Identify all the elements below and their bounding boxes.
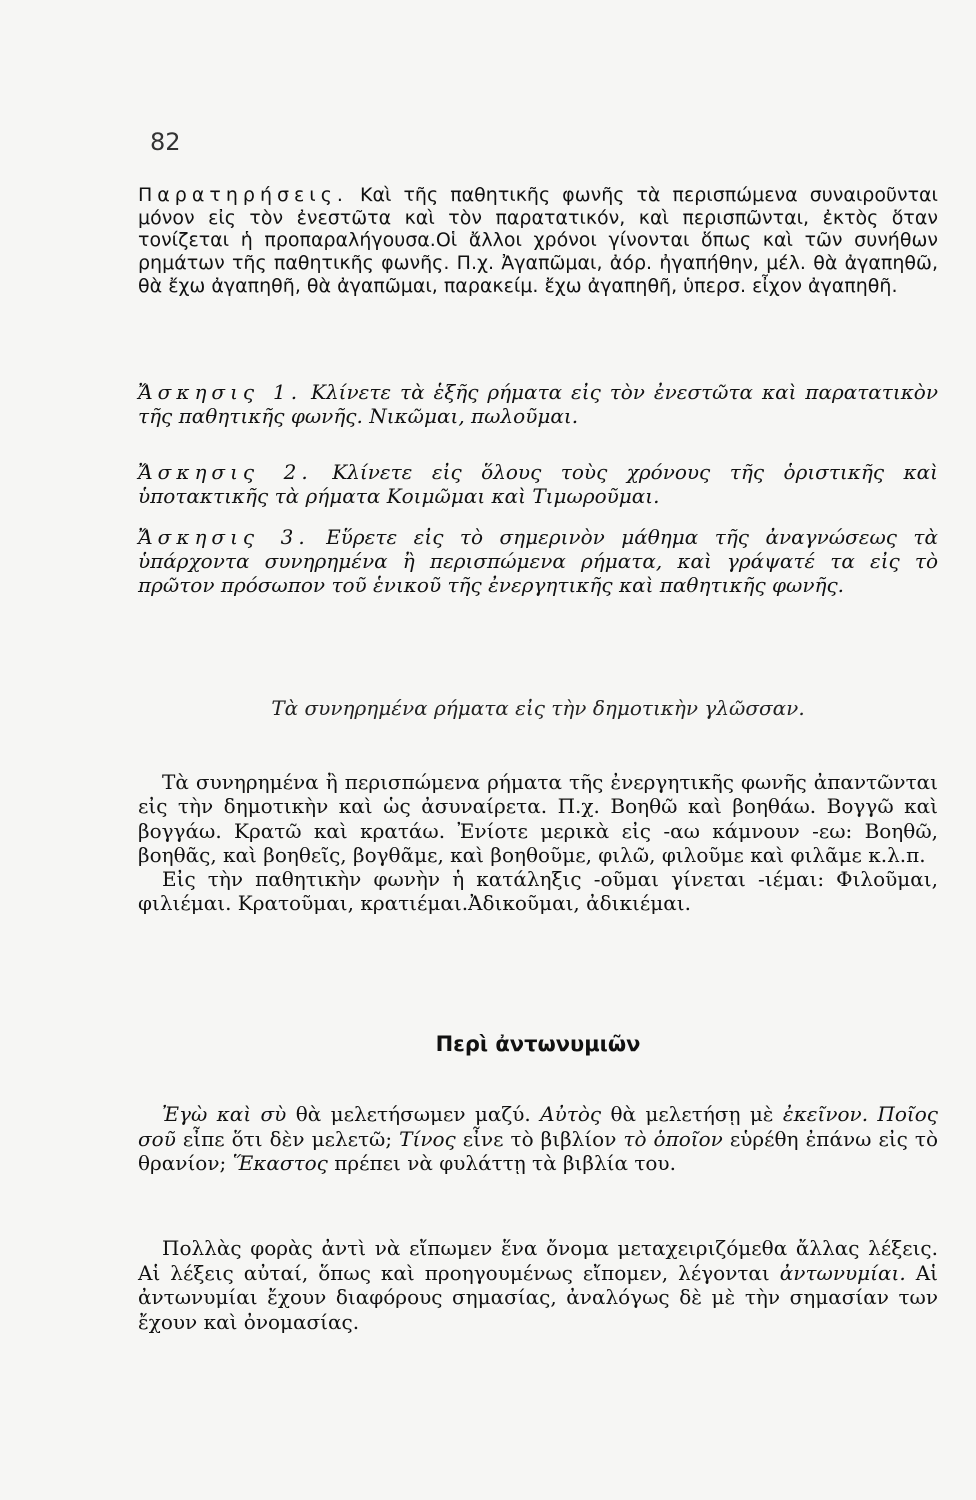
italic-phrase: Τίνος	[399, 1126, 456, 1151]
italic-phrase: Ἐγὼ καὶ σὺ	[162, 1102, 287, 1126]
exercise-2	[138, 460, 938, 508]
text-run: Πολλὰς φορὰς ἀντὶ νὰ εἴπωμεν ἕνα ὄνομα μεταχειριζόμεθα ἄλλας λέξεις. Αἱ λέξεις αὐταί, ὅπως καὶ προηγουμένως εἴπομεν, λέγονται	[138, 1236, 938, 1285]
exercise-2-text: Κλίνετε εἰς ὅλους τοὺς χρόνους τῆς ὁριστικῆς καὶ ὑποτακτικῆς τὰ ρήματα Κοιμῶμαι καὶ Τιμωροῦμαι.	[138, 460, 938, 508]
pronouns-paragraph-2	[138, 1236, 938, 1334]
exercise-1	[138, 380, 938, 428]
text-run: θὰ μελετήσωμεν μαζύ.	[286, 1102, 541, 1126]
exercise-1-text: Κλίνετε τὰ ἑξῆς ρήματα εἰς τὸν ἐνεστῶτα καὶ παρατατικὸν τῆς παθητικῆς φωνῆς. Νικῶμαι, πωλοῦμαι.	[138, 380, 939, 428]
italic-phrase: τὸ ὁποῖον	[623, 1126, 723, 1151]
exercise-3-text: Εὕρετε εἰς τὸ σημερινὸν μάθημα τῆς ἀναγνώσεως τὰ ὑπάρχοντα συνηρημένα ἢ περισπώμενα ρήματα, καὶ γράψατέ τα εἰς τὸ πρῶτον πρόσωπον τοῦ ἑνικοῦ τῆς ἐνεργητικῆς καὶ παθητικῆς φωνῆς.	[138, 525, 938, 597]
text-run: εἶπε ὅτι δὲν μελετῶ;	[175, 1126, 400, 1151]
text-run: Αἱ ἀντωνυμίαι ἔχουν διαφόρους σημασίας, ἀναλόγως δὲ μὲ τὴν σημασίαν των ἔχουν καὶ ὀνομασίας.	[138, 1260, 938, 1334]
pronouns-heading: Περὶ ἀντωνυμιῶν	[435, 1032, 641, 1056]
demotic-paragraph-1: Τὰ συνηρημένα ἢ περισπώμενα ρήματα τῆς ἐνεργητικῆς φωνῆς ἀπαντῶνται εἰς τὴν δημοτικὴν καὶ ὡς ἀσυναίρετα. Π.χ. Βοηθῶ καὶ βοηθάω. Βογγῶ καὶ βογγάω. Κρατῶ καὶ κρατάω. Ἐνίοτε μερικὰ εἰς -αω κάμνουν -εω: Βοηθῶ, βοηθᾶς, καὶ βοηθεῖς, βογθᾶμε, καὶ βοηθοῦμε, φιλῶ, φιλοῦμε καὶ φιλᾶμε κ.λ.π.	[138, 770, 938, 867]
page-number: 82	[150, 128, 181, 156]
text-run: εὑρέθη ἐπάνω εἰς τὸ θρανίον;	[138, 1126, 938, 1175]
exercise-2-label: Ἄσκησις 2.	[138, 460, 313, 484]
exercise-3-label: Ἄσκησις 3.	[138, 525, 310, 549]
italic-term: ἀντωνυμίαι.	[779, 1260, 906, 1285]
italic-phrase: Ἕκαστος	[232, 1151, 328, 1175]
observations-label: Παρατηρήσεις.	[138, 184, 348, 206]
text-run: θὰ μελετήσῃ μὲ	[601, 1102, 783, 1126]
observations-text: Καὶ τῆς παθητικῆς φωνῆς τὰ περισπώμενα συναιροῦνται μόνον εἰς τὸν ἐνεστῶτα καὶ τὸν παρατατικόν, καὶ περισπῶνται, ἐκτὸς ὅταν τονίζεται ἡ προπαραλήγουσα.Οἱ ἄλλοι χρόνοι γίνονται ὅπως καὶ τῶν συνήθων ρημάτων τῆς παθητικῆς φωνῆς. Π.χ. Ἀγαπῶμαι, ἀόρ. ἠγαπήθην, μέλ. θὰ ἀγαπηθῶ, θὰ ἔχω ἀγαπηθῆ, θὰ ἀγαπῶμαι, παρακείμ. ἔχω ἀγαπηθῆ, ὑπερσ. εἶχον ἀγαπηθῆ.	[138, 184, 938, 297]
exercise-3	[138, 525, 938, 597]
demotic-subheading: Τὰ συνηρημένα ρήματα εἰς τὴν δημοτικὴν γλῶσσαν.	[271, 696, 805, 720]
demotic-paragraph-2: Εἰς τὴν παθητικὴν φωνὴν ἡ κατάληξις -οῦμαι γίνεται -ιέμαι: Φιλοῦμαι, φιλιέμαι. Κρατοῦμαι, κρατιέμαι.Ἀδικοῦμαι, ἀδικιέμαι.	[138, 867, 938, 916]
italic-phrase: Αὐτὸς	[540, 1102, 602, 1126]
pronouns-paragraph-1	[138, 1102, 938, 1176]
italic-phrase: ἐκεῖνον. Ποῖος σοῦ	[138, 1102, 938, 1151]
exercise-1-label: Ἄσκησις 1.	[138, 380, 303, 404]
text-run: πρέπει νὰ φυλάττῃ τὰ βιβλία του.	[327, 1151, 676, 1175]
observations-paragraph	[138, 184, 938, 298]
demotic-section	[138, 770, 938, 916]
text-run: εἶνε τὸ βιβλίον	[455, 1126, 624, 1151]
